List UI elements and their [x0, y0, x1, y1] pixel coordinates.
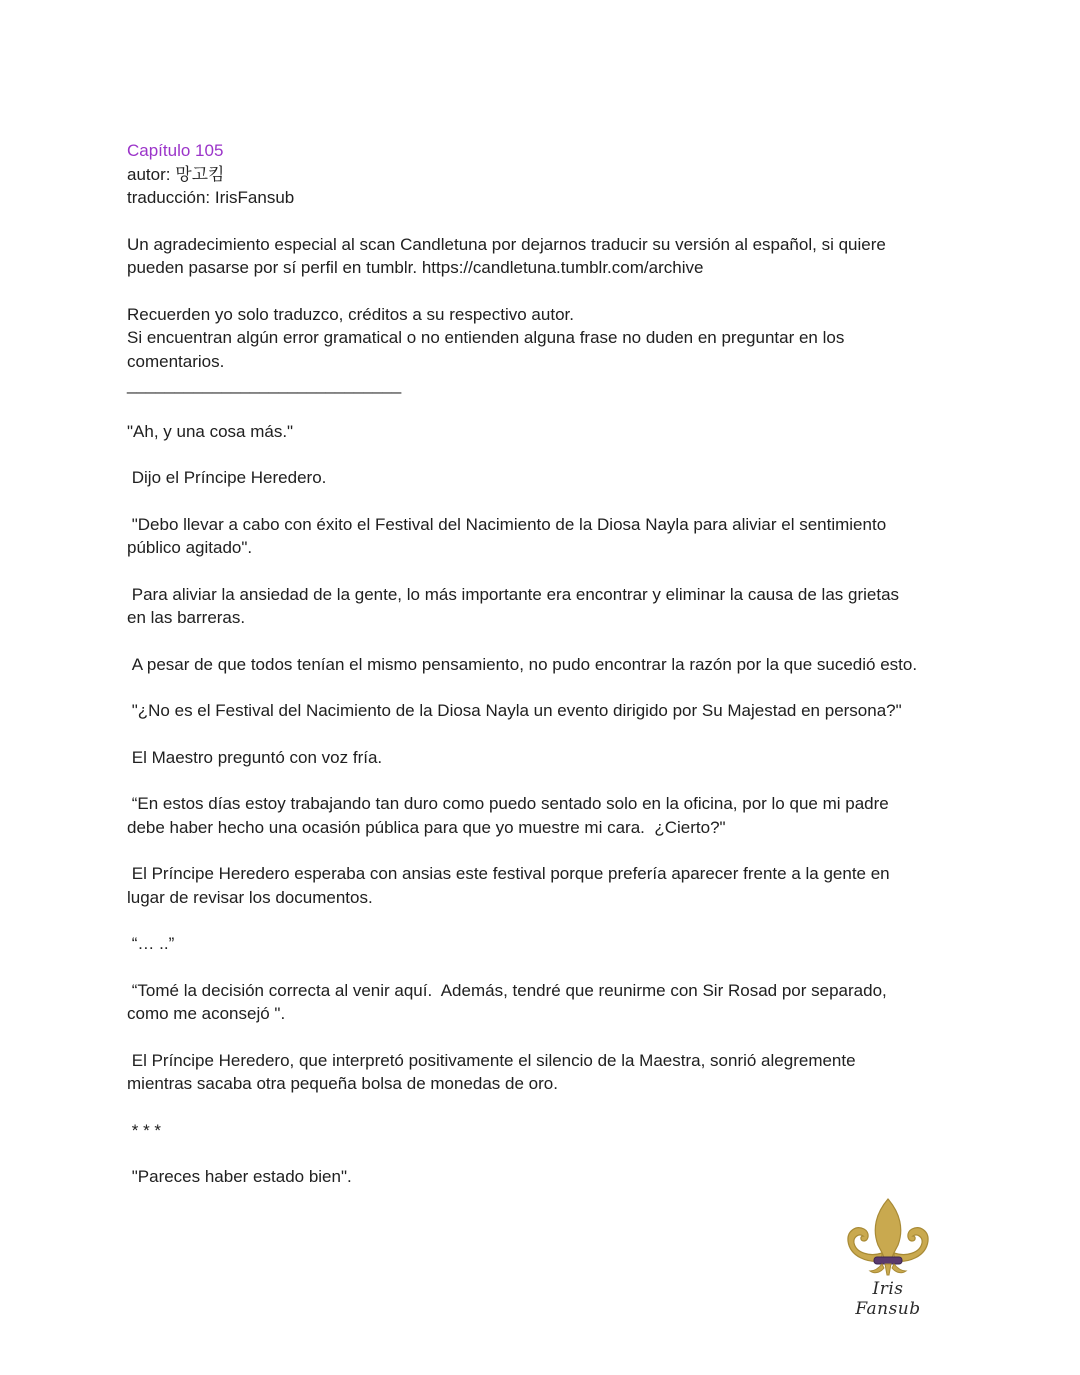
- chapter-title: Capítulo 105: [127, 141, 224, 160]
- paragraph-line: como me aconsejó ".: [127, 1004, 286, 1023]
- spacer: [127, 956, 957, 979]
- iris-fansub-logo: [838, 1195, 938, 1319]
- translation-credit: traducción: IrisFansub: [127, 188, 295, 207]
- paragraph-line: * * *: [127, 1120, 162, 1140]
- paragraph-line: “En estos días estoy trabajando tan duro como puedo sentado solo en la oficina, por lo que mi padre: [127, 794, 889, 813]
- credits-note: Recuerden yo solo traduzco, créditos a su respectivo autor.: [127, 304, 574, 324]
- story-text: [127, 420, 957, 1189]
- logo-text: Iris Fansub: [855, 1279, 921, 1319]
- paragraph-line: Dijo el Príncipe Heredero.: [127, 468, 327, 487]
- story-paragraph: [127, 466, 957, 490]
- errors-note-line-2: comentarios.: [127, 351, 225, 371]
- fleur-de-lis-icon: [838, 1195, 938, 1281]
- paragraph-line: El Príncipe Heredero, que interpretó positivamente el silencio de la Maestra, sonrió alegremente: [127, 1050, 856, 1070]
- spacer: [127, 1142, 957, 1165]
- paragraph-line: "Pareces haber estado bien".: [127, 1167, 352, 1186]
- divider: _____________________________: [127, 375, 402, 394]
- story-paragraph: [127, 862, 957, 909]
- spacer: [127, 769, 957, 792]
- story-paragraph: [127, 420, 957, 444]
- thanks-note-line-1: Un agradecimiento especial al scan Candletuna por dejarnos traducir su versión al español, si quiere: [127, 234, 886, 254]
- story-paragraph: [127, 583, 957, 630]
- paragraph-line: mientras sacaba otra pequeña bolsa de monedas de oro.: [127, 1074, 558, 1093]
- story-paragraph: [127, 1165, 957, 1189]
- story-paragraph: [127, 513, 957, 560]
- story-paragraph: [127, 932, 957, 956]
- story-paragraph: [127, 699, 957, 723]
- spacer: [127, 490, 957, 513]
- paragraph-line: El Maestro preguntó con voz fría.: [127, 747, 383, 767]
- paragraph-line: público agitado".: [127, 538, 253, 557]
- spacer: [127, 630, 957, 653]
- spacer: [127, 723, 957, 746]
- spacer: [127, 560, 957, 583]
- paragraph-line: “Tomé la decisión correcta al venir aquí. Además, tendré que reunirme con Sir Rosad por separado,: [127, 980, 887, 1000]
- paragraph-line: A pesar de que todos tenían el mismo pensamiento, no pudo encontrar la razón por la que sucedió esto.: [127, 654, 918, 674]
- author-line: autor: 망고킴: [127, 164, 225, 184]
- paragraph-line: debe haber hecho una ocasión pública para que yo muestre mi cara. ¿Cierto?": [127, 817, 726, 837]
- spacer: [127, 280, 957, 303]
- spacer: [127, 839, 957, 862]
- paragraph-line: El Príncipe Heredero esperaba con ansias este festival porque prefería aparecer frente a la gente en: [127, 864, 890, 883]
- story-paragraph: [127, 653, 957, 677]
- thanks-note-line-2: pueden pasarse por sí perfil en tumblr. https://candletuna.tumblr.com/archive: [127, 258, 704, 277]
- paragraph-line: "Debo llevar a cabo con éxito el Festival del Nacimiento de la Diosa Nayla para aliviar el sentimiento: [127, 514, 887, 534]
- story-paragraph: [127, 1119, 957, 1143]
- spacer: [127, 397, 957, 420]
- paragraph-line: en las barreras.: [127, 608, 246, 627]
- spacer: [127, 1026, 957, 1049]
- paragraph-line: "¿No es el Festival del Nacimiento de la Diosa Nayla un evento dirigido por Su Majestad en persona?": [127, 701, 902, 720]
- spacer: [127, 676, 957, 699]
- story-paragraph: [127, 792, 957, 839]
- spacer: [127, 909, 957, 932]
- spacer: [127, 1096, 957, 1119]
- paragraph-line: Para aliviar la ansiedad de la gente, lo más importante era encontrar y eliminar la causa de las grietas: [127, 584, 900, 604]
- spacer: [127, 443, 957, 466]
- paragraph-line: lugar de revisar los documentos.: [127, 887, 373, 907]
- paragraph-line: "Ah, y una cosa más.": [127, 421, 294, 441]
- story-paragraph: [127, 1049, 957, 1096]
- errors-note-line-1: Si encuentran algún error gramatical o no entienden alguna frase no duden en preguntar en los: [127, 328, 845, 347]
- story-paragraph: [127, 746, 957, 770]
- story-paragraph: [127, 979, 957, 1026]
- document-body: [127, 139, 957, 1189]
- spacer: [127, 210, 957, 233]
- paragraph-line: “… ..”: [127, 934, 175, 953]
